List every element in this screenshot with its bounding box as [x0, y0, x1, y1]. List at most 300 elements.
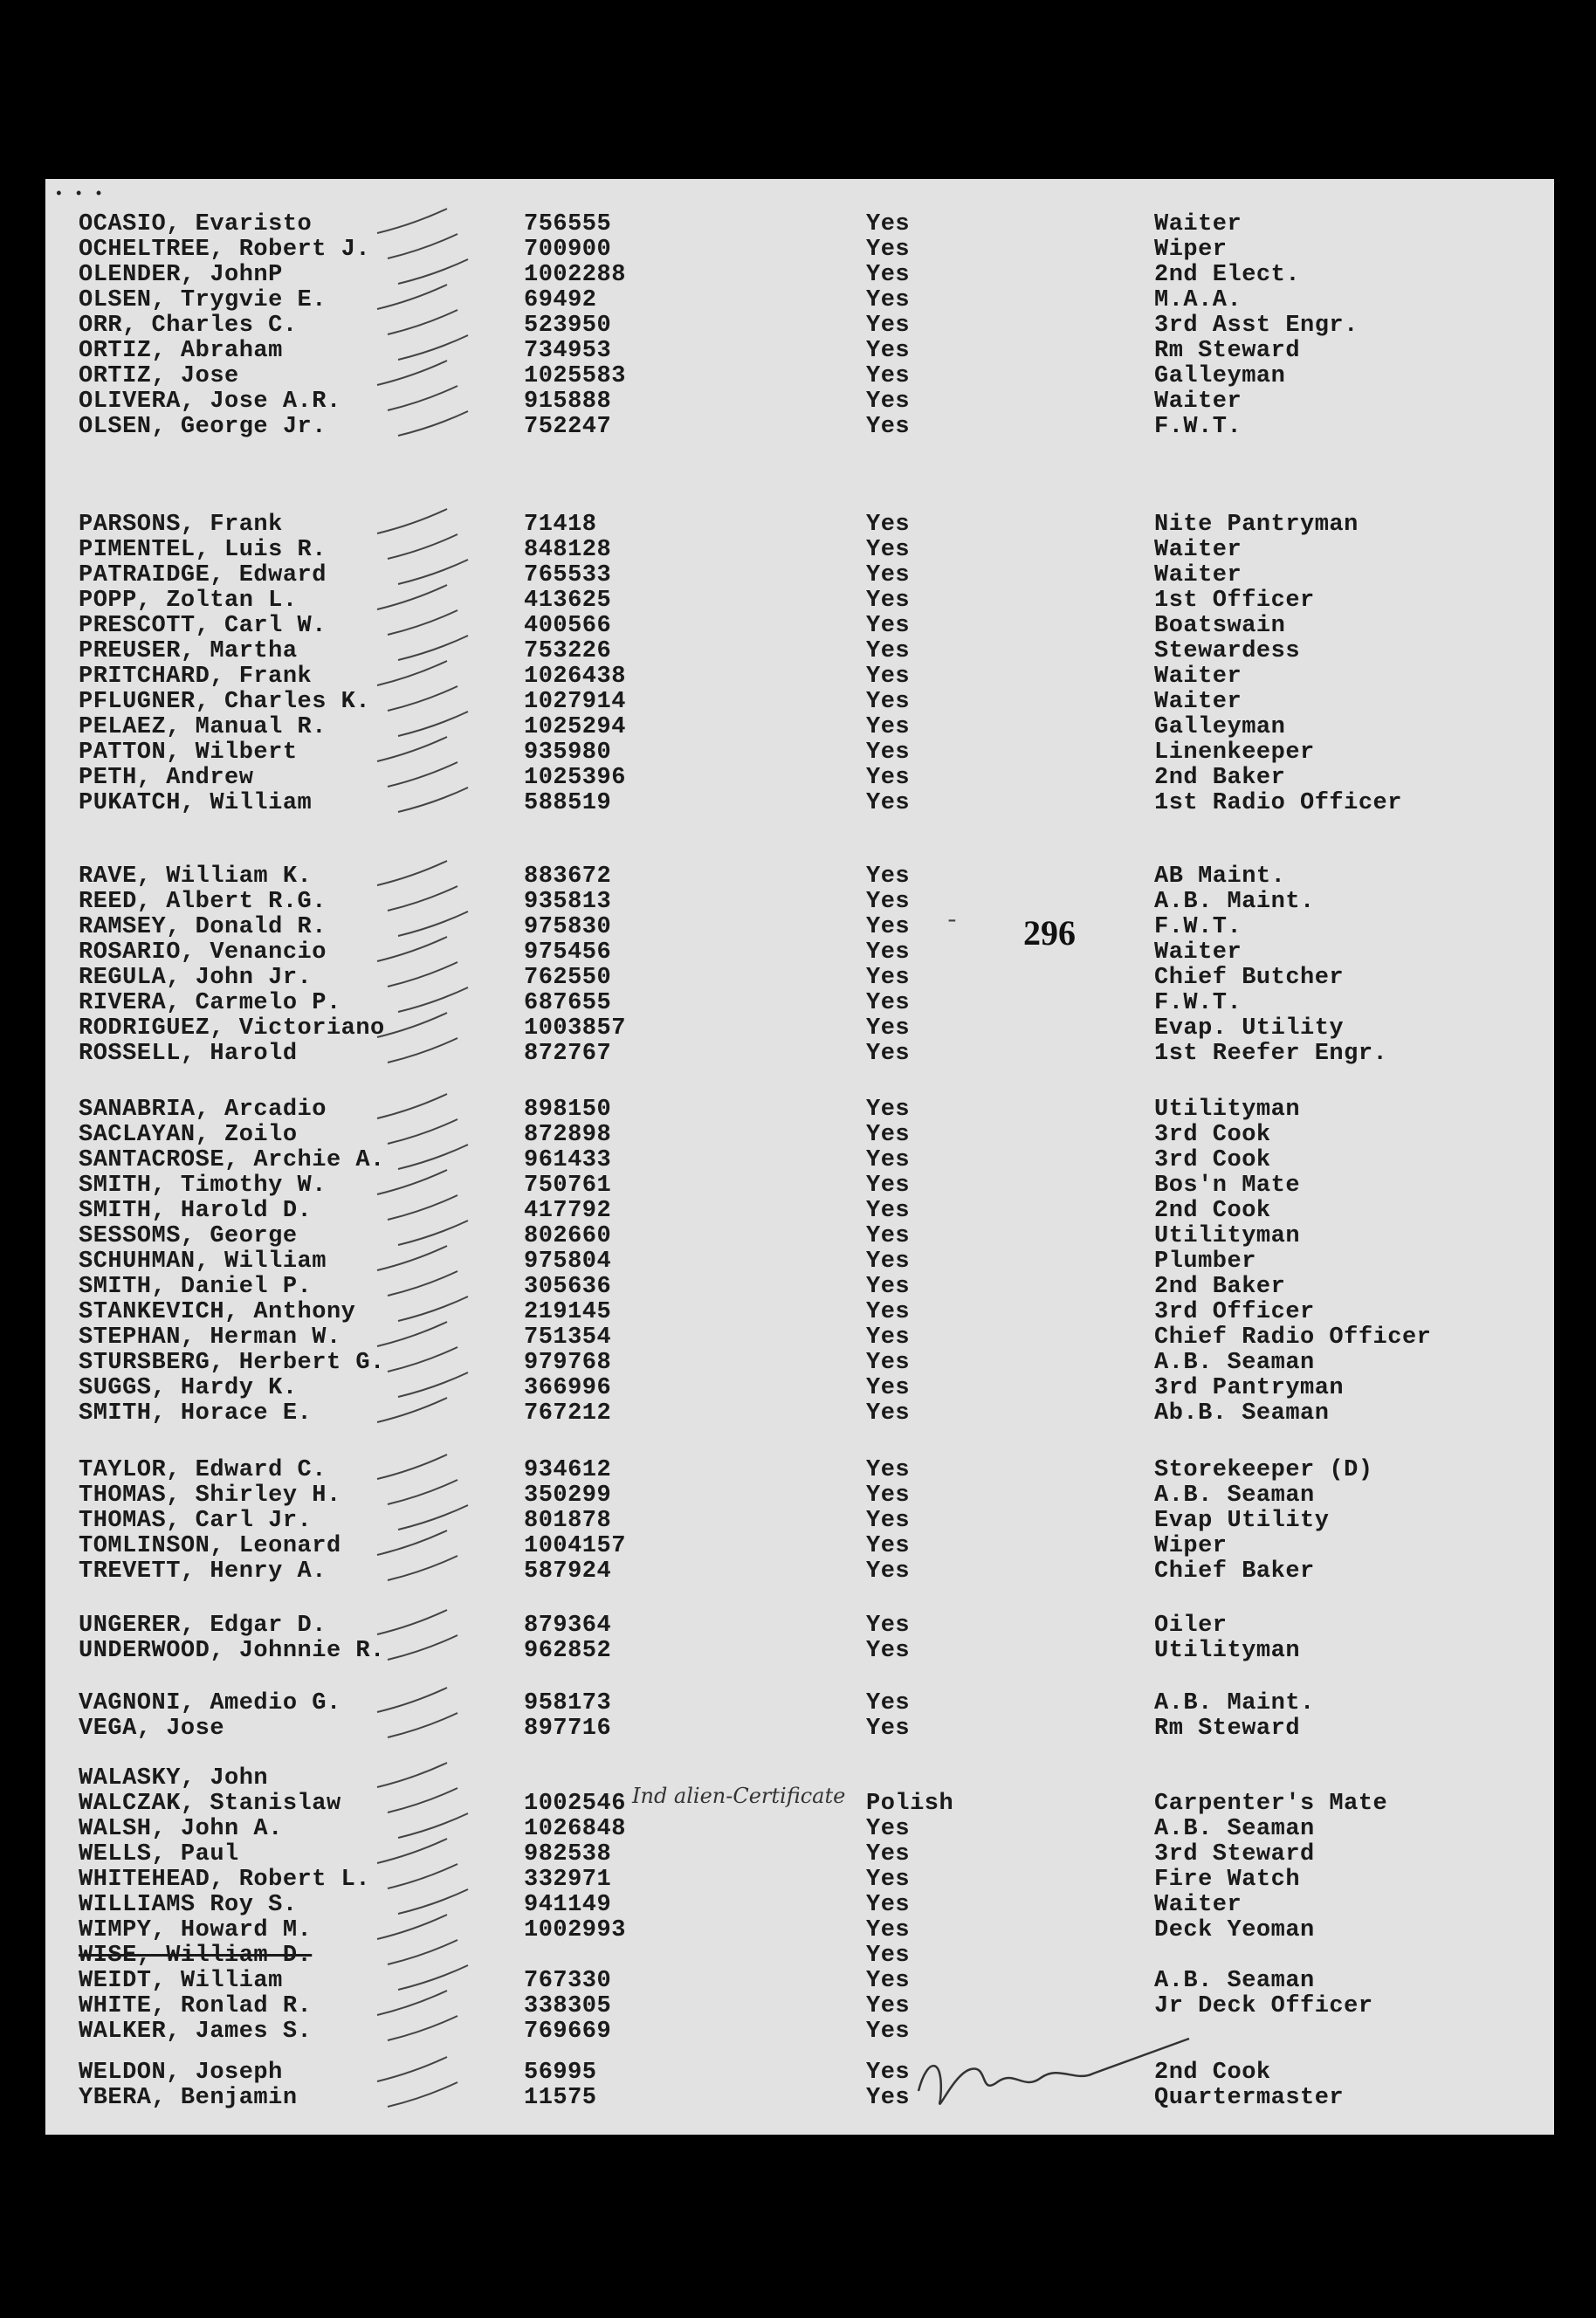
crew-name: PUKATCH, William — [79, 790, 313, 816]
crew-number: 883672 — [524, 863, 612, 890]
crew-name: WHITEHEAD, Robert L. — [79, 1867, 371, 1893]
crew-status: Yes — [866, 965, 911, 991]
crew-rating: 1st Radio Officer — [1154, 790, 1402, 816]
crew-status: Yes — [866, 1122, 911, 1148]
crew-status: Yes — [866, 211, 911, 237]
crew-number: 400566 — [524, 613, 612, 639]
crew-name: RAMSEY, Donald R. — [79, 914, 327, 940]
crew-number: 305636 — [524, 1274, 612, 1300]
crew-number: 71418 — [524, 512, 597, 538]
crew-name: REED, Albert R.G. — [79, 889, 327, 915]
check-mark — [398, 1889, 468, 1914]
crew-rating: Rm Steward — [1154, 338, 1301, 364]
crew-status: Yes — [866, 765, 911, 791]
crew-number: 962852 — [524, 1638, 612, 1664]
check-mark — [388, 1635, 457, 1660]
crew-status: Yes — [866, 889, 911, 915]
check-mark — [388, 1195, 457, 1220]
crew-rating: 2nd Cook — [1154, 2060, 1271, 2086]
check-mark — [388, 1347, 457, 1372]
crew-name: RODRIGUEZ, Victoriano — [79, 1015, 385, 1042]
handwritten-note: Ind alien-Certificate — [632, 1784, 846, 1808]
crew-number: 897716 — [524, 1716, 612, 1742]
crew-number: 975456 — [524, 939, 612, 966]
crew-status: Yes — [866, 1558, 911, 1585]
crew-name: OLIVERA, Jose A.R. — [79, 389, 341, 415]
check-mark — [377, 585, 447, 609]
crew-number: 1026438 — [524, 664, 626, 690]
crew-status: Yes — [866, 863, 911, 890]
crew-number: 769669 — [524, 2019, 612, 2045]
dash-mark: - — [945, 908, 960, 935]
crew-status: Yes — [866, 2019, 911, 2045]
crew-status: Yes — [866, 1350, 911, 1376]
crew-number: 1002993 — [524, 1917, 626, 1943]
check-mark — [388, 1788, 457, 1812]
crew-status: Yes — [866, 1533, 911, 1559]
crew-number: 872898 — [524, 1122, 612, 1148]
check-mark — [377, 1246, 447, 1270]
check-mark — [377, 1013, 447, 1037]
crew-number: 935980 — [524, 739, 612, 766]
crew-name: SANTACROSE, Archie A. — [79, 1147, 385, 1173]
crew-rating: 3rd Officer — [1154, 1299, 1315, 1325]
crew-status: Yes — [866, 1892, 911, 1918]
crew-number: 767330 — [524, 1968, 612, 1994]
crew-name: TREVETT, Henry A. — [79, 1558, 327, 1585]
check-mark — [377, 1839, 447, 1863]
crew-number: 69492 — [524, 287, 597, 313]
crew-name: WELLS, Paul — [79, 1841, 239, 1867]
check-mark — [377, 209, 447, 233]
check-mark — [377, 1610, 447, 1634]
crew-name: SUGGS, Hardy K. — [79, 1375, 298, 1401]
crew-status: Yes — [866, 537, 911, 563]
crew-status: Yes — [866, 1867, 911, 1893]
signature — [910, 2021, 1207, 2117]
crew-name: VAGNONI, Amedio G. — [79, 1690, 341, 1716]
crew-name: THOMAS, Carl Jr. — [79, 1508, 313, 1534]
crew-rating: A.B. Maint. — [1154, 889, 1315, 915]
crew-number: 898150 — [524, 1097, 612, 1123]
check-mark — [388, 762, 457, 787]
check-mark — [398, 636, 468, 660]
crew-name: SCHUHMAN, William — [79, 1248, 327, 1275]
crew-rating: AB Maint. — [1154, 863, 1286, 890]
crew-number: 934612 — [524, 1457, 612, 1483]
crew-number: 848128 — [524, 537, 612, 563]
crew-number: 750761 — [524, 1173, 612, 1199]
check-mark — [377, 1455, 447, 1479]
punch-holes: ••• — [54, 186, 114, 203]
check-mark — [388, 962, 457, 987]
crew-status: Yes — [866, 914, 911, 940]
crew-status: Yes — [866, 1968, 911, 1994]
crew-number: 1004157 — [524, 1533, 626, 1559]
crew-name: ORR, Charles C. — [79, 313, 298, 339]
crew-name: SESSOMS, George — [79, 1223, 298, 1249]
check-mark — [388, 2016, 457, 2040]
crew-rating: Linenkeeper — [1154, 739, 1315, 766]
crew-status: Yes — [866, 1400, 911, 1427]
crew-name: UNDERWOOD, Johnnie R. — [79, 1638, 385, 1664]
crew-rating: Oiler — [1154, 1613, 1228, 1639]
crew-number: 767212 — [524, 1400, 612, 1427]
check-mark — [398, 1372, 468, 1397]
crew-name: UNGERER, Edgar D. — [79, 1613, 327, 1639]
crew-rating: Plumber — [1154, 1248, 1256, 1275]
crew-status: Yes — [866, 389, 911, 415]
check-mark — [377, 1763, 447, 1787]
check-mark — [377, 1915, 447, 1939]
crew-status: Yes — [866, 1943, 911, 1969]
crew-rating: Fire Watch — [1154, 1867, 1301, 1893]
crew-name: WALASKY, John — [79, 1765, 269, 1792]
crew-rating: 2nd Elect. — [1154, 262, 1301, 288]
crew-number: 1026848 — [524, 1816, 626, 1842]
crew-rating: F.W.T. — [1154, 914, 1242, 940]
crew-rating: A.B. Seaman — [1154, 1482, 1315, 1509]
crew-rating: Chief Radio Officer — [1154, 1324, 1432, 1351]
crew-number: 958173 — [524, 1690, 612, 1716]
crew-status: Yes — [866, 1375, 911, 1401]
crew-status: Yes — [866, 1324, 911, 1351]
crew-name: PATRAIDGE, Edward — [79, 562, 327, 588]
check-mark — [377, 285, 447, 309]
crew-name: WALSH, John A. — [79, 1816, 283, 1842]
crew-rating: 2nd Baker — [1154, 765, 1286, 791]
crew-name: WISE, William D. — [79, 1943, 313, 1969]
crew-rating: Deck Yeoman — [1154, 1917, 1315, 1943]
crew-name: PATTON, Wilbert — [79, 739, 298, 766]
crew-number: 338305 — [524, 1993, 612, 2019]
crew-name: WILLIAMS Roy S. — [79, 1892, 298, 1918]
check-mark — [398, 259, 468, 284]
crew-rating: A.B. Seaman — [1154, 1968, 1315, 1994]
check-mark — [377, 1991, 447, 2015]
crew-rating: Wiper — [1154, 237, 1228, 263]
crew-name: WEIDT, William — [79, 1968, 283, 1994]
check-mark — [388, 1480, 457, 1504]
check-mark — [398, 1297, 468, 1321]
check-mark — [377, 1688, 447, 1712]
check-mark — [388, 310, 457, 334]
crew-number: 982538 — [524, 1841, 612, 1867]
check-mark — [377, 1322, 447, 1346]
crew-rating: Waiter — [1154, 689, 1242, 715]
crew-number: 1002288 — [524, 262, 626, 288]
crew-status: Yes — [866, 739, 911, 766]
crew-rating: Storekeeper (D) — [1154, 1457, 1373, 1483]
check-mark — [377, 2057, 447, 2081]
crew-name: POPP, Zoltan L. — [79, 588, 298, 614]
check-mark — [388, 234, 457, 258]
crew-rating: Quartermaster — [1154, 2085, 1345, 2111]
crew-status: Yes — [866, 588, 911, 614]
crew-rating: Galleyman — [1154, 363, 1286, 389]
crew-status: Yes — [866, 287, 911, 313]
crew-name: OCASIO, Evaristo — [79, 211, 313, 237]
crew-number: 801878 — [524, 1508, 612, 1534]
crew-rating: Chief Butcher — [1154, 965, 1345, 991]
crew-number: 11575 — [524, 2085, 597, 2111]
crew-number: 588519 — [524, 790, 612, 816]
crew-number: 756555 — [524, 211, 612, 237]
crew-name: WALKER, James S. — [79, 2019, 313, 2045]
crew-rating: 3rd Steward — [1154, 1841, 1315, 1867]
crew-number: 700900 — [524, 237, 612, 263]
crew-status: Yes — [866, 1223, 911, 1249]
crew-status: Yes — [866, 790, 911, 816]
crew-rating: 3rd Cook — [1154, 1147, 1271, 1173]
check-mark — [377, 861, 447, 885]
crew-number: 752247 — [524, 414, 612, 440]
check-mark — [398, 1965, 468, 1990]
check-mark — [388, 2082, 457, 2107]
crew-rating: Wiper — [1154, 1533, 1228, 1559]
crew-status: Yes — [866, 1613, 911, 1639]
crew-status: Yes — [866, 613, 911, 639]
crew-number: 802660 — [524, 1223, 612, 1249]
crew-number: 1003857 — [524, 1015, 626, 1042]
crew-status: Yes — [866, 1147, 911, 1173]
crew-number: 734953 — [524, 338, 612, 364]
crew-status: Yes — [866, 1638, 911, 1664]
crew-number: 417792 — [524, 1198, 612, 1224]
crew-name: PIMENTEL, Luis R. — [79, 537, 327, 563]
check-mark — [377, 937, 447, 961]
crew-number: 762550 — [524, 965, 612, 991]
check-mark — [388, 686, 457, 711]
crew-status: Yes — [866, 1198, 911, 1224]
crew-rating: Utilityman — [1154, 1638, 1301, 1664]
crew-rating: 3rd Cook — [1154, 1122, 1271, 1148]
crew-number: 1002546 — [524, 1791, 626, 1817]
crew-rating: Waiter — [1154, 389, 1242, 415]
check-mark — [388, 534, 457, 559]
crew-name: YBERA, Benjamin — [79, 2085, 298, 2111]
check-mark — [388, 1713, 457, 1737]
crew-rating: Waiter — [1154, 1892, 1242, 1918]
crew-status: Yes — [866, 714, 911, 740]
check-mark — [398, 712, 468, 736]
crew-number: 1025583 — [524, 363, 626, 389]
crew-rating: Waiter — [1154, 664, 1242, 690]
check-mark — [377, 1398, 447, 1422]
crew-rating: F.W.T. — [1154, 990, 1242, 1016]
crew-status: Yes — [866, 664, 911, 690]
crew-name: PETH, Andrew — [79, 765, 254, 791]
crew-rating: A.B. Seaman — [1154, 1816, 1315, 1842]
check-mark — [398, 1221, 468, 1245]
crew-name: OCHELTREE, Robert J. — [79, 237, 371, 263]
crew-name: VEGA, Jose — [79, 1716, 225, 1742]
crew-status: Yes — [866, 1041, 911, 1067]
crew-list-page — [45, 179, 1554, 2135]
crew-name: PARSONS, Frank — [79, 512, 283, 538]
crew-status: Yes — [866, 338, 911, 364]
crew-name: SMITH, Daniel P. — [79, 1274, 313, 1300]
check-mark — [388, 1556, 457, 1580]
crew-rating: Ab.B. Seaman — [1154, 1400, 1330, 1427]
crew-status: Yes — [866, 1917, 911, 1943]
crew-status: Yes — [866, 1508, 911, 1534]
crew-number: 979768 — [524, 1350, 612, 1376]
crew-status: Yes — [866, 638, 911, 664]
crew-name: SANABRIA, Arcadio — [79, 1097, 327, 1123]
crew-number: 350299 — [524, 1482, 612, 1509]
crew-status: Yes — [866, 1299, 911, 1325]
check-mark — [388, 1271, 457, 1296]
crew-number: 413625 — [524, 588, 612, 614]
crew-name: STEPHAN, Herman W. — [79, 1324, 341, 1351]
crew-status: Yes — [866, 262, 911, 288]
crew-number: 961433 — [524, 1147, 612, 1173]
crew-name: STANKEVICH, Anthony — [79, 1299, 356, 1325]
crew-name: PFLUGNER, Charles K. — [79, 689, 371, 715]
crew-status: Yes — [866, 1716, 911, 1742]
crew-number: 975830 — [524, 914, 612, 940]
crew-name: SACLAYAN, Zoilo — [79, 1122, 298, 1148]
crew-status: Yes — [866, 1457, 911, 1483]
crew-rating: Evap. Utility — [1154, 1015, 1345, 1042]
check-mark — [377, 1170, 447, 1194]
check-mark — [377, 661, 447, 685]
crew-rating: Chief Baker — [1154, 1558, 1315, 1585]
crew-name: WIMPY, Howard M. — [79, 1917, 313, 1943]
crew-name: SMITH, Timothy W. — [79, 1173, 327, 1199]
crew-name: PRITCHARD, Frank — [79, 664, 313, 690]
crew-number: 753226 — [524, 638, 612, 664]
check-mark — [398, 335, 468, 360]
check-mark — [398, 987, 468, 1012]
crew-status: Yes — [866, 1015, 911, 1042]
crew-status: Yes — [866, 990, 911, 1016]
crew-number: 523950 — [524, 313, 612, 339]
check-mark — [398, 788, 468, 812]
crew-status: Yes — [866, 1690, 911, 1716]
crew-rating: Waiter — [1154, 939, 1242, 966]
check-mark — [388, 1119, 457, 1144]
check-mark — [388, 1038, 457, 1063]
crew-name: SMITH, Harold D. — [79, 1198, 313, 1224]
crew-rating: Jr Deck Officer — [1154, 1993, 1373, 2019]
check-mark — [377, 737, 447, 761]
check-mark — [388, 1940, 457, 1964]
check-mark — [377, 509, 447, 533]
check-mark — [398, 911, 468, 936]
crew-name: STURSBERG, Herbert G. — [79, 1350, 385, 1376]
crew-name: ROSARIO, Venancio — [79, 939, 327, 966]
crew-name: PREUSER, Martha — [79, 638, 298, 664]
crew-number: 219145 — [524, 1299, 612, 1325]
crew-status: Yes — [866, 1097, 911, 1123]
crew-number: 366996 — [524, 1375, 612, 1401]
crew-number: 915888 — [524, 389, 612, 415]
crew-rating: 2nd Baker — [1154, 1274, 1286, 1300]
crew-name: OLSEN, Trygvie E. — [79, 287, 327, 313]
crew-status: Yes — [866, 1993, 911, 2019]
crew-rating: Waiter — [1154, 537, 1242, 563]
crew-status: Yes — [866, 562, 911, 588]
crew-name: ORTIZ, Abraham — [79, 338, 283, 364]
check-mark — [388, 1864, 457, 1888]
crew-status: Yes — [866, 414, 911, 440]
crew-status: Yes — [866, 2060, 911, 2086]
page-number: 296 — [1023, 913, 1076, 953]
crew-rating: Bos'n Mate — [1154, 1173, 1301, 1199]
crew-name: PRESCOTT, Carl W. — [79, 613, 327, 639]
crew-rating: Rm Steward — [1154, 1716, 1301, 1742]
crew-status: Yes — [866, 1173, 911, 1199]
crew-status: Yes — [866, 1482, 911, 1509]
crew-number: 687655 — [524, 990, 612, 1016]
crew-name: WHITE, Ronlad R. — [79, 1993, 313, 2019]
crew-rating: 1st Reefer Engr. — [1154, 1041, 1388, 1067]
check-mark — [398, 1505, 468, 1530]
check-mark — [377, 1094, 447, 1118]
check-mark — [398, 560, 468, 584]
crew-status: Yes — [866, 2085, 911, 2111]
crew-name: ROSSELL, Harold — [79, 1041, 298, 1067]
check-mark — [388, 386, 457, 410]
crew-rating: A.B. Maint. — [1154, 1690, 1315, 1716]
crew-number: 872767 — [524, 1041, 612, 1067]
crew-status: Yes — [866, 237, 911, 263]
crew-name: REGULA, John Jr. — [79, 965, 313, 991]
crew-name: WELDON, Joseph — [79, 2060, 283, 2086]
crew-name: OLENDER, JohnP — [79, 262, 283, 288]
crew-status: Polish — [866, 1791, 954, 1817]
check-mark — [388, 886, 457, 911]
crew-rating: 3rd Pantryman — [1154, 1375, 1345, 1401]
crew-number: 587924 — [524, 1558, 612, 1585]
crew-rating: 1st Officer — [1154, 588, 1315, 614]
crew-rating: Galleyman — [1154, 714, 1286, 740]
crew-rating: 2nd Cook — [1154, 1198, 1271, 1224]
crew-status: Yes — [866, 1841, 911, 1867]
crew-number: 935813 — [524, 889, 612, 915]
crew-rating: M.A.A. — [1154, 287, 1242, 313]
crew-status: Yes — [866, 363, 911, 389]
crew-status: Yes — [866, 689, 911, 715]
crew-rating: Boatswain — [1154, 613, 1286, 639]
crew-name: RAVE, William K. — [79, 863, 313, 890]
check-mark — [377, 1530, 447, 1555]
crew-name: SMITH, Horace E. — [79, 1400, 313, 1427]
crew-number: 879364 — [524, 1613, 612, 1639]
crew-rating: Waiter — [1154, 562, 1242, 588]
crew-number: 765533 — [524, 562, 612, 588]
crew-name: RIVERA, Carmelo P. — [79, 990, 341, 1016]
check-marks — [45, 179, 1554, 2135]
crew-name: THOMAS, Shirley H. — [79, 1482, 341, 1509]
crew-number: 1025294 — [524, 714, 626, 740]
crew-name: WALCZAK, Stanislaw — [79, 1791, 341, 1817]
crew-status: Yes — [866, 1274, 911, 1300]
crew-rating: F.W.T. — [1154, 414, 1242, 440]
crew-number: 1027914 — [524, 689, 626, 715]
check-mark — [398, 411, 468, 436]
crew-number: 975804 — [524, 1248, 612, 1275]
crew-name: TOMLINSON, Leonard — [79, 1533, 341, 1559]
crew-number: 332971 — [524, 1867, 612, 1893]
crew-rating: 3rd Asst Engr. — [1154, 313, 1359, 339]
crew-rating: A.B. Seaman — [1154, 1350, 1315, 1376]
crew-status: Yes — [866, 1816, 911, 1842]
crew-status: Yes — [866, 1248, 911, 1275]
crew-rating: Utilityman — [1154, 1097, 1301, 1123]
